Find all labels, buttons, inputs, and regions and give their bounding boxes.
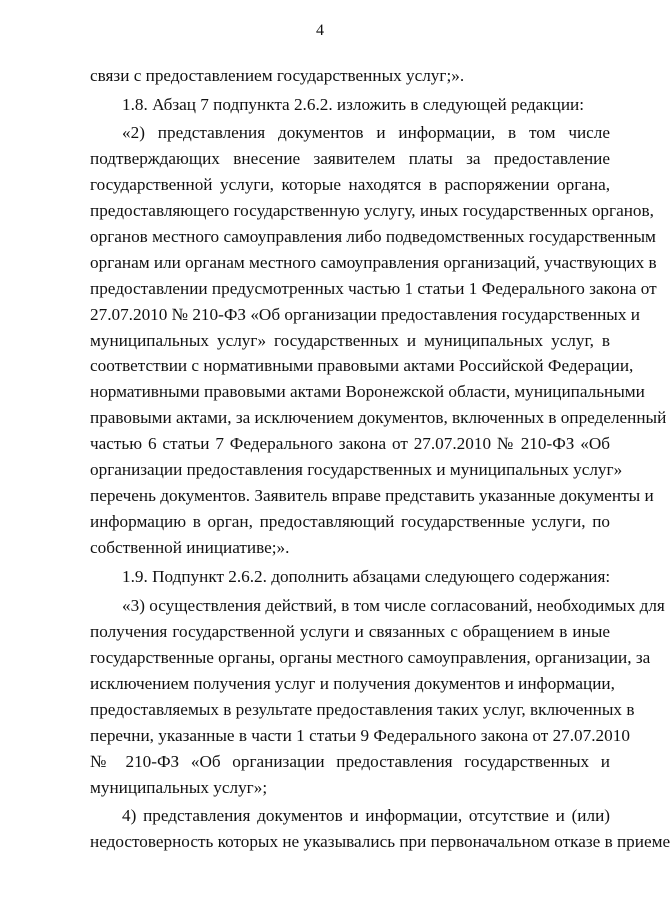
text-line: связи с предоставлением государственных услуг;». xyxy=(90,66,465,85)
text-line: собственной инициативе;». xyxy=(90,538,290,557)
text-line: 1.9. Подпункт 2.6.2. дополнить абзацами следующего содержания: xyxy=(122,567,611,586)
text-line: 27.07.2010 № 210-ФЗ «Об организации предоставления государственных и xyxy=(90,305,640,324)
text-line: предоставлении предусмотренных частью 1 статьи 1 Федерального закона от xyxy=(90,279,657,298)
text-line: муниципальных услуг» государственных и муниципальных услуг, в xyxy=(90,331,610,350)
text-line: органов местного самоуправления либо подведомственных государственным xyxy=(90,227,656,246)
text-line: 4) представления документов и информации, отсутствие и (или) xyxy=(122,806,610,825)
text-line: подтверждающих внесение заявителем платы за предоставление xyxy=(90,149,610,168)
text-line: соответствии с нормативными правовыми актами Российской Федерации, xyxy=(90,356,634,375)
text-line: государственной услуги, которые находятся в распоряжении органа, xyxy=(90,175,610,194)
text-line: перечень документов. Заявитель вправе представить указанные документы и xyxy=(90,486,654,505)
text-line: «3) осуществления действий, в том числе согласований, необходимых для xyxy=(122,596,665,615)
text-line: недостоверность которых не указывались при первоначальном отказе в приеме xyxy=(90,832,670,851)
text-line: информацию в орган, предоставляющий государственные услуги, по xyxy=(90,512,610,531)
text-line: государственные органы, органы местного самоуправления, организации, за xyxy=(90,648,651,667)
text-line: органам или органам местного самоуправления организаций, участвующих в xyxy=(90,253,657,272)
text-line: исключением получения услуг и получения документов и информации, xyxy=(90,674,615,693)
text-line: организации предоставления государственных и муниципальных услуг» xyxy=(90,460,623,479)
text-line: предоставляемых в результате предоставления таких услуг, включенных в xyxy=(90,700,635,719)
page-number: 4 xyxy=(316,22,324,39)
text-line: муниципальных услуг»; xyxy=(90,778,268,797)
text-line: «2) представления документов и информации, в том числе xyxy=(122,123,610,142)
text-line: 1.8. Абзац 7 подпункта 2.6.2. изложить в следующей редакции: xyxy=(122,95,585,114)
text-line: частью 6 статьи 7 Федерального закона от 27.07.2010 № 210-ФЗ «Об xyxy=(90,434,610,453)
text-line: получения государственной услуги и связанных с обращением в иные xyxy=(90,622,610,641)
text-line: правовыми актами, за исключением документов, включенных в определенный xyxy=(90,408,667,427)
text-line: предоставляющего государственную услугу, иных государственных органов, xyxy=(90,201,654,220)
text-line: № 210-ФЗ «Об организации предоставления государственных и xyxy=(90,752,610,771)
text-line: нормативными правовыми актами Воронежской области, муниципальными xyxy=(90,382,645,401)
text-line: перечни, указанные в части 1 статьи 9 Федерального закона от 27.07.2010 xyxy=(90,726,630,745)
